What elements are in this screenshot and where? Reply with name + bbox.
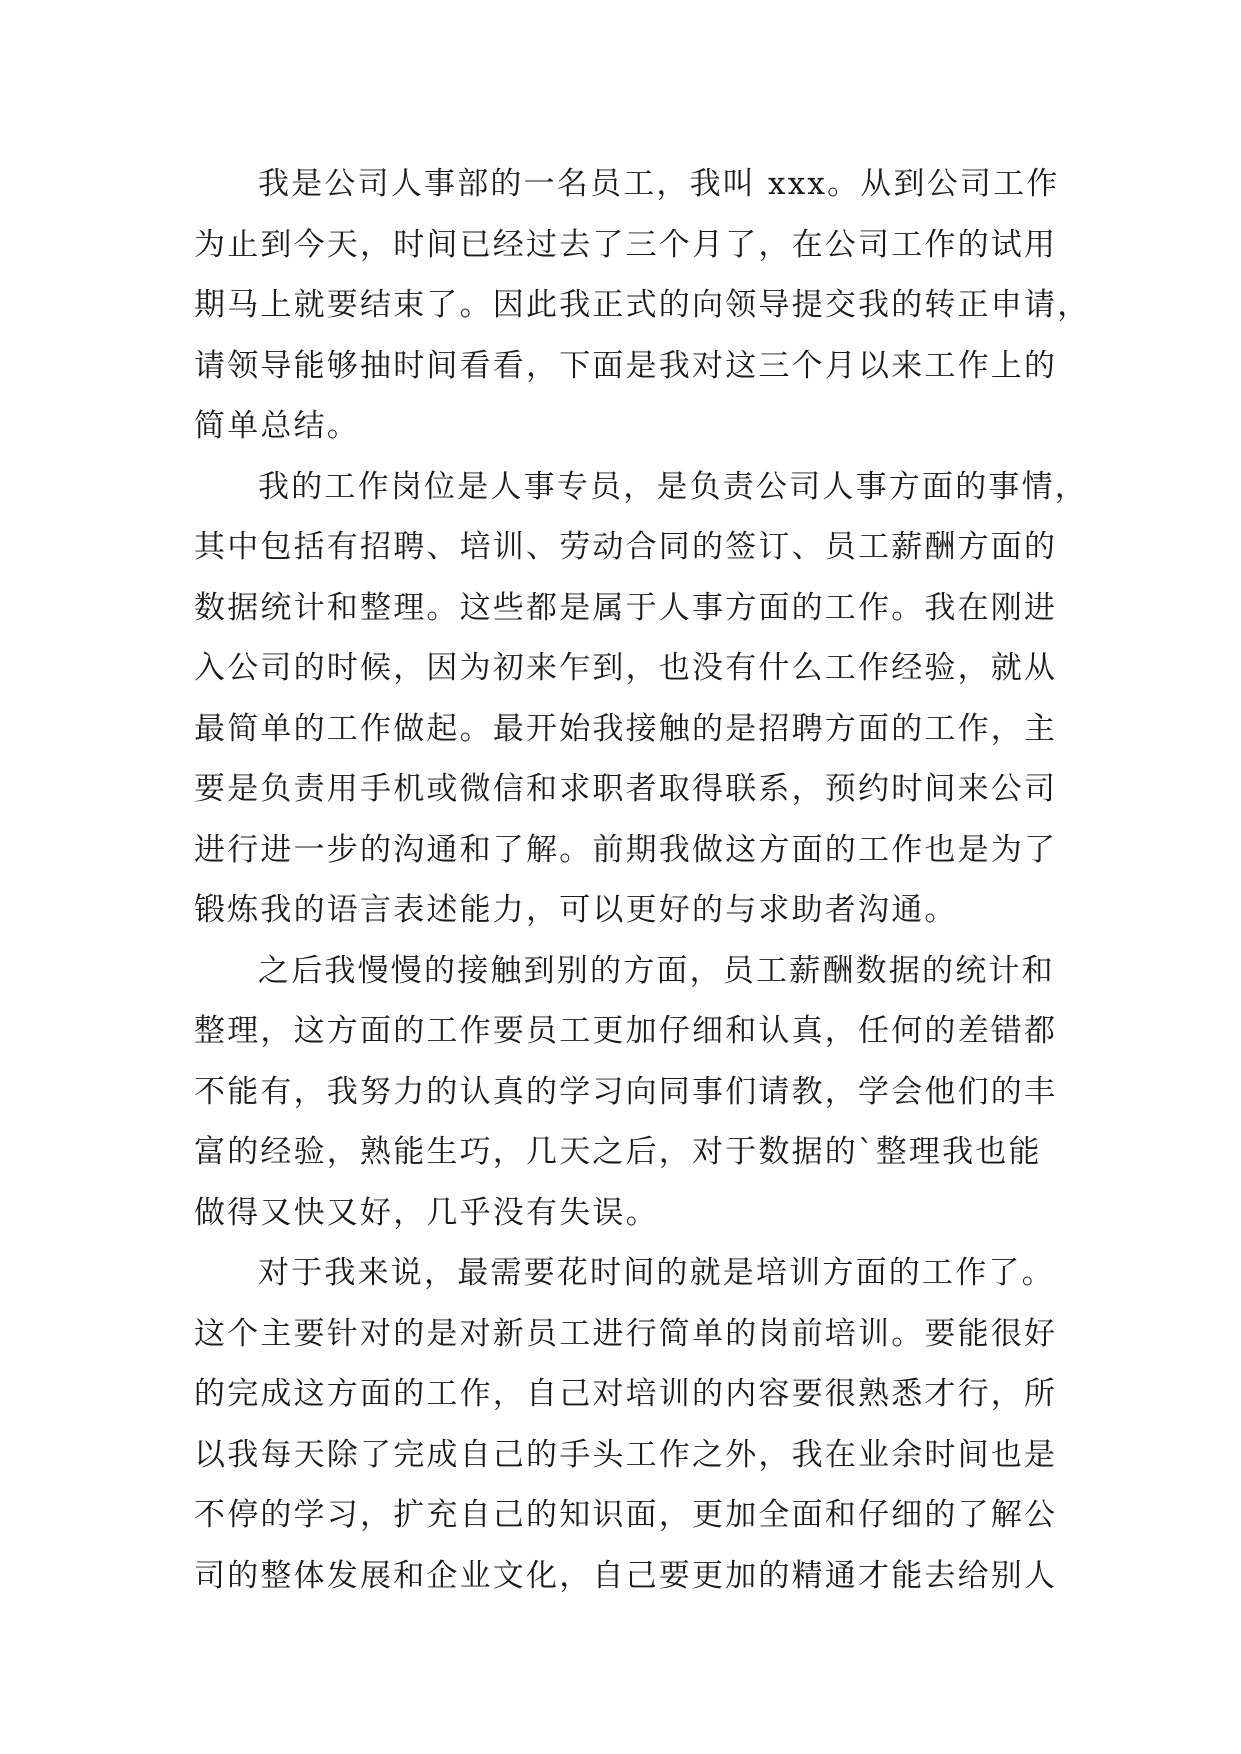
text-line: 整理，这方面的工作要员工更加仔细和认真，任何的差错都 [194,1013,1058,1049]
text-line: 我的工作岗位是人事专员，是负责公司人事方面的事情， [258,468,1088,505]
text-line: 简单总结。 [194,408,360,444]
paragraph-4 [194,1243,1104,1606]
text-line: 请领导能够抽时间看看，下面是我对这三个月以来工作上的 [194,347,1058,384]
document-body [194,154,1104,1606]
text-line: 最简单的工作做起。最开始我接触的是招聘方面的工作，主 [194,710,1058,747]
text-line: 不停的学习，扩充自己的知识面，更加全面和仔细的了解公 [194,1497,1058,1533]
text-line: 锻炼我的语言表述能力，可以更好的与求助者沟通。 [194,892,958,928]
text-line: 期马上就要结束了。因此我正式的向领导提交我的转正申请， [194,287,1091,323]
paragraph-2 [194,457,1104,941]
text-line: 为止到今天，时间已经过去了三个月了，在公司工作的试用 [194,226,1058,263]
text-line: 我是公司人事部的一名员工，我叫 xxx。从到公司工作 [258,166,1060,202]
text-line: 富的经验，熟能生巧，几天之后，对于数据的`整理我也能 [194,1134,1042,1170]
text-line: 司的整体发展和企业文化，自己要更加的精通才能去给别人 [194,1557,1058,1594]
paragraph-3 [194,941,1104,1244]
text-line: 要是负责用手机或微信和求职者取得联系，预约时间来公司 [194,771,1058,807]
text-line: 入公司的时候，因为初来乍到，也没有什么工作经验，就从 [194,650,1058,686]
text-line: 之后我慢慢的接触到别的方面，员工薪酬数据的统计和 [258,952,1055,989]
text-line: 对于我来说，最需要花时间的就是培训方面的工作了。 [258,1255,1055,1291]
text-line: 这个主要针对的是对新员工进行简单的岗前培训。要能很好 [194,1315,1058,1352]
text-line: 不能有，我努力的认真的学习向同事们请教，学会他们的丰 [194,1073,1058,1110]
text-line: 其中包括有招聘、培训、劳动合同的签订、员工薪酬方面的 [194,529,1058,565]
text-line: 以我每天除了完成自己的手头工作之外，我在业余时间也是 [194,1436,1058,1473]
text-line: 进行进一步的沟通和了解。前期我做这方面的工作也是为了 [194,831,1058,868]
paragraph-1 [194,154,1104,457]
text-line: 做得又快又好，几乎没有失误。 [194,1194,659,1231]
text-line: 数据统计和整理。这些都是属于人事方面的工作。我在刚进 [194,589,1058,626]
text-line: 的完成这方面的工作，自己对培训的内容要很熟悉才行，所 [194,1376,1058,1412]
